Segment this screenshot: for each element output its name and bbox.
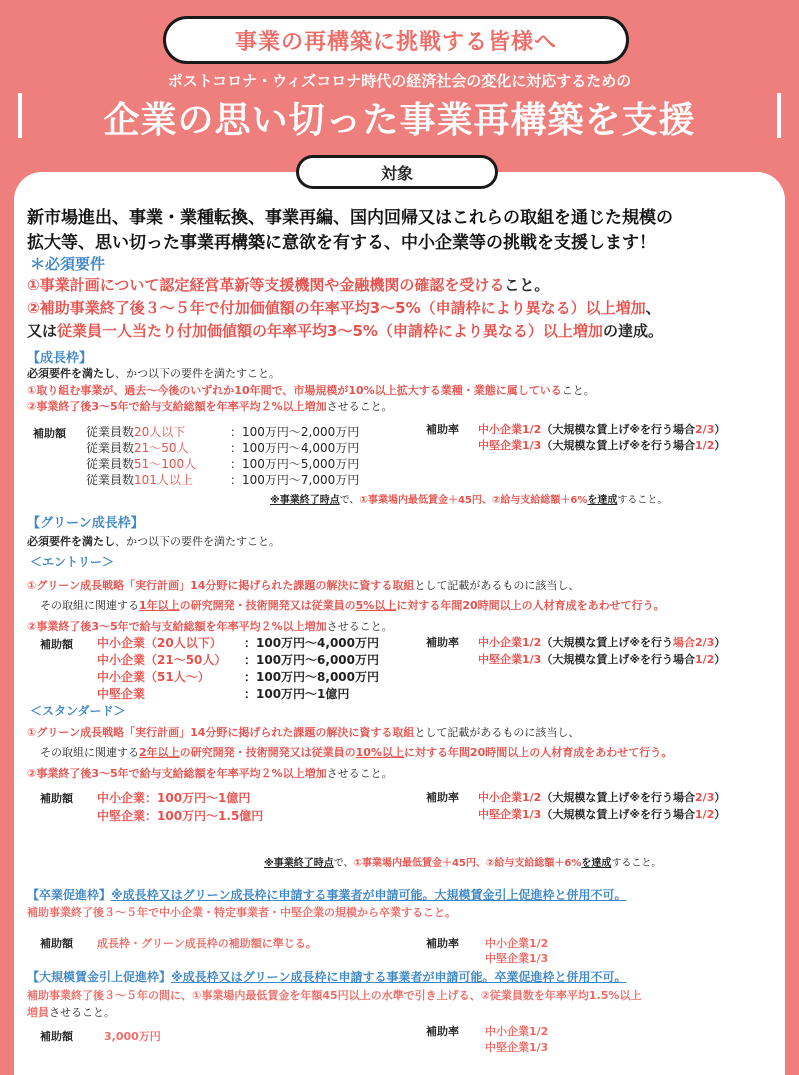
growth-title: 【成長枠】 bbox=[27, 351, 93, 366]
wage-amount-label: 補助額 bbox=[40, 1030, 73, 1043]
wage-rate-label: 補助率 bbox=[426, 1025, 459, 1038]
top-banner-text: 事業の再構築に挑戦する皆様へ bbox=[234, 29, 557, 55]
lead-line-2: 拡大等、思い切った事業再構築に意欲を有する、中小企業等の挑戦を支援します！ bbox=[27, 233, 656, 253]
green-entry-amount-row: 中小企業（21～50人） bbox=[97, 653, 227, 667]
green-title: 【グリーン成長枠】 bbox=[27, 516, 144, 531]
graduation-amount: 成長枠・グリーン成長枠の補助額に準じる。 bbox=[97, 937, 317, 950]
growth-rate-label: 補助率 bbox=[426, 423, 459, 436]
green-standard-rate-label: 補助率 bbox=[426, 791, 459, 804]
requirements-title: ＊必須要件 bbox=[30, 255, 106, 273]
graduation-header: 【卒業促進枠】※成長枠又はグリーン成長枠に申請する事業者が申請可能。大規模賃金引上促進枠と併用不可。 bbox=[27, 888, 627, 902]
green-standard-amount-2: 中堅企業：100万円～1.5億円 bbox=[97, 809, 264, 823]
growth-amount-row: 従業員数21～50人 bbox=[86, 441, 189, 455]
green-entry-amount-value: ：100万円～4,000万円 bbox=[244, 636, 380, 650]
graduation-rate-2: 中堅企業1/3 bbox=[485, 952, 549, 965]
growth-condition-1: ①取り組む事業が、過去～今後のいずれか10年間で、市場規模が10%以上拡大する業種・業態に属していること。 bbox=[27, 384, 595, 397]
green-entry-amount-value: ：100万円～6,000万円 bbox=[244, 653, 380, 667]
wage-rate-2: 中堅企業1/3 bbox=[485, 1041, 549, 1054]
wage-amount: 3,000万円 bbox=[104, 1030, 161, 1043]
wage-sub-2: 増員させること。 bbox=[27, 1006, 115, 1019]
green-entry-amount-row: 中堅企業 bbox=[97, 687, 146, 701]
wage-sub-1: 補助事業終了後３～５年の間に、①事業場内最低賃金を年額45円以上の水準で引き上げる、②従業員数を年率平均1.5%以上 bbox=[27, 989, 642, 1002]
wage-header: 【大規模賃金引上促進枠】※成長枠又はグリーン成長枠に申請する事業者が申請可能。卒業促進枠と併用不可。 bbox=[27, 970, 627, 984]
green-entry-rate-label: 補助率 bbox=[426, 636, 459, 649]
green-footnote: ※事業終了時点で、①事業場内最低賃金＋45円、②給与支給総額＋6%を達成すること。 bbox=[264, 858, 662, 869]
green-entry-rate-2: 中堅企業1/3（大規模な賃上げ※を行う場合1/2） bbox=[478, 653, 726, 666]
top-banner-pill bbox=[163, 16, 629, 64]
growth-amount-row: 従業員数101人以上 bbox=[86, 473, 193, 487]
green-entry-amount-row: 中小企業（51人～） bbox=[97, 670, 210, 684]
growth-amount-value: ：100万円～5,000万円 bbox=[230, 457, 360, 471]
growth-amount-row: 従業員数51～100人 bbox=[86, 457, 197, 471]
requirement-2: ②補助事業終了後３～５年で付加価値額の年率平均3～5%（申請枠により異なる）以上増加、 bbox=[27, 299, 661, 317]
growth-amount-value: ：100万円～4,000万円 bbox=[230, 441, 360, 455]
green-entry-rate-1: 中小企業1/2（大規模な賃上げ※を行う場合2/3） bbox=[478, 636, 726, 649]
green-standard-condition-1-detail: その取組に関連する2年以上の研究開発・技術開発又は従業員の10%以上に対する年間20時間以上の人材育成をあわせて行う。 bbox=[40, 746, 673, 759]
green-entry-condition-1-detail: その取組に関連する1年以上の研究開発・技術開発又は従業員の5%以上に対する年間20時間以上の人材育成をあわせて行う。 bbox=[40, 599, 665, 612]
green-standard-title: ＜スタンダード＞ bbox=[30, 704, 126, 718]
growth-condition-2: ②事業終了後3～5年で給与支給総額を年率平均２%以上増加させること。 bbox=[27, 400, 393, 413]
graduation-sub: 補助事業終了後３～５年で中小企業・特定事業者・中堅企業の規模から卒業すること。 bbox=[27, 906, 456, 919]
graduation-amount-label: 補助額 bbox=[40, 937, 73, 950]
growth-rate-2: 中堅企業1/3（大規模な賃上げ※を行う場合1/2） bbox=[478, 439, 726, 452]
graduation-rate-1: 中小企業1/2 bbox=[485, 937, 549, 950]
green-entry-title: ＜エントリー＞ bbox=[30, 555, 115, 569]
growth-amount-row: 従業員数20人以下 bbox=[86, 425, 186, 439]
green-entry-condition-1: ①グリーン成長戦略「実行計画」14分野に掲げられた課題の解決に資する取組として記載があるものに該当し、 bbox=[27, 579, 580, 592]
headline: 企業の思い切った事業再構築を支援 bbox=[103, 100, 696, 141]
graduation-rate-label: 補助率 bbox=[426, 937, 459, 950]
green-standard-rate-2: 中堅企業1/3（大規模な賃上げ※を行う場合1/2） bbox=[478, 808, 726, 821]
growth-condition: 必須要件を満たし、かつ以下の要件を満たすこと。 bbox=[27, 367, 280, 380]
target-pill: 対象 bbox=[296, 155, 498, 189]
lead-line-1: 新市場進出、事業・業種転換、事業再編、国内回帰又はこれらの取組を通じた規模の bbox=[27, 208, 673, 228]
green-entry-amount-value: ：100万円～1億円 bbox=[244, 687, 350, 701]
green-entry-amount-value: ：100万円～8,000万円 bbox=[244, 670, 380, 684]
green-standard-amount-label: 補助額 bbox=[40, 792, 73, 805]
requirement-3: 又は従業員一人当たり付加価値額の年率平均3～5%（申請枠により異なる）以上増加の達成。 bbox=[27, 322, 663, 340]
growth-amount-label: 補助額 bbox=[33, 427, 66, 440]
green-entry-amount-row: 中小企業（20人以下） bbox=[97, 636, 222, 650]
green-standard-amount-1: 中小企業：100万円～1億円 bbox=[97, 791, 251, 805]
growth-amount-value: ：100万円～2,000万円 bbox=[230, 425, 360, 439]
green-entry-amount-label: 補助額 bbox=[40, 638, 73, 651]
green-condition: 必須要件を満たし、かつ以下の要件を満たすこと。 bbox=[27, 535, 280, 548]
subheadline: ポストコロナ・ウィズコロナ時代の経済社会の変化に対応するための bbox=[167, 72, 632, 90]
growth-amount-value: ：100万円～7,000万円 bbox=[230, 473, 360, 487]
growth-rate-1: 中小企業1/2（大規模な賃上げ※を行う場合2/3） bbox=[478, 423, 726, 436]
requirement-1: ①事業計画について認定経営革新等支援機関や金融機関の確認を受けること。 bbox=[27, 276, 550, 294]
wage-rate-1: 中小企業1/2 bbox=[485, 1025, 549, 1038]
growth-footnote: ※事業終了時点で、①事業場内最低賃金＋45円、②給与支給総額＋6%を達成すること。 bbox=[270, 495, 668, 506]
green-standard-condition-1: ①グリーン成長戦略「実行計画」14分野に掲げられた課題の解決に資する取組として記載があるものに該当し、 bbox=[27, 726, 580, 739]
green-entry-condition-2: ②事業終了後3～5年で給与支給総額を年率平均２%以上増加させること。 bbox=[27, 620, 393, 633]
green-standard-condition-2: ②事業終了後3～5年で給与支給総額を年率平均２%以上増加させること。 bbox=[27, 767, 393, 780]
green-standard-rate-1: 中小企業1/2（大規模な賃上げ※を行う場合2/3） bbox=[478, 791, 726, 804]
